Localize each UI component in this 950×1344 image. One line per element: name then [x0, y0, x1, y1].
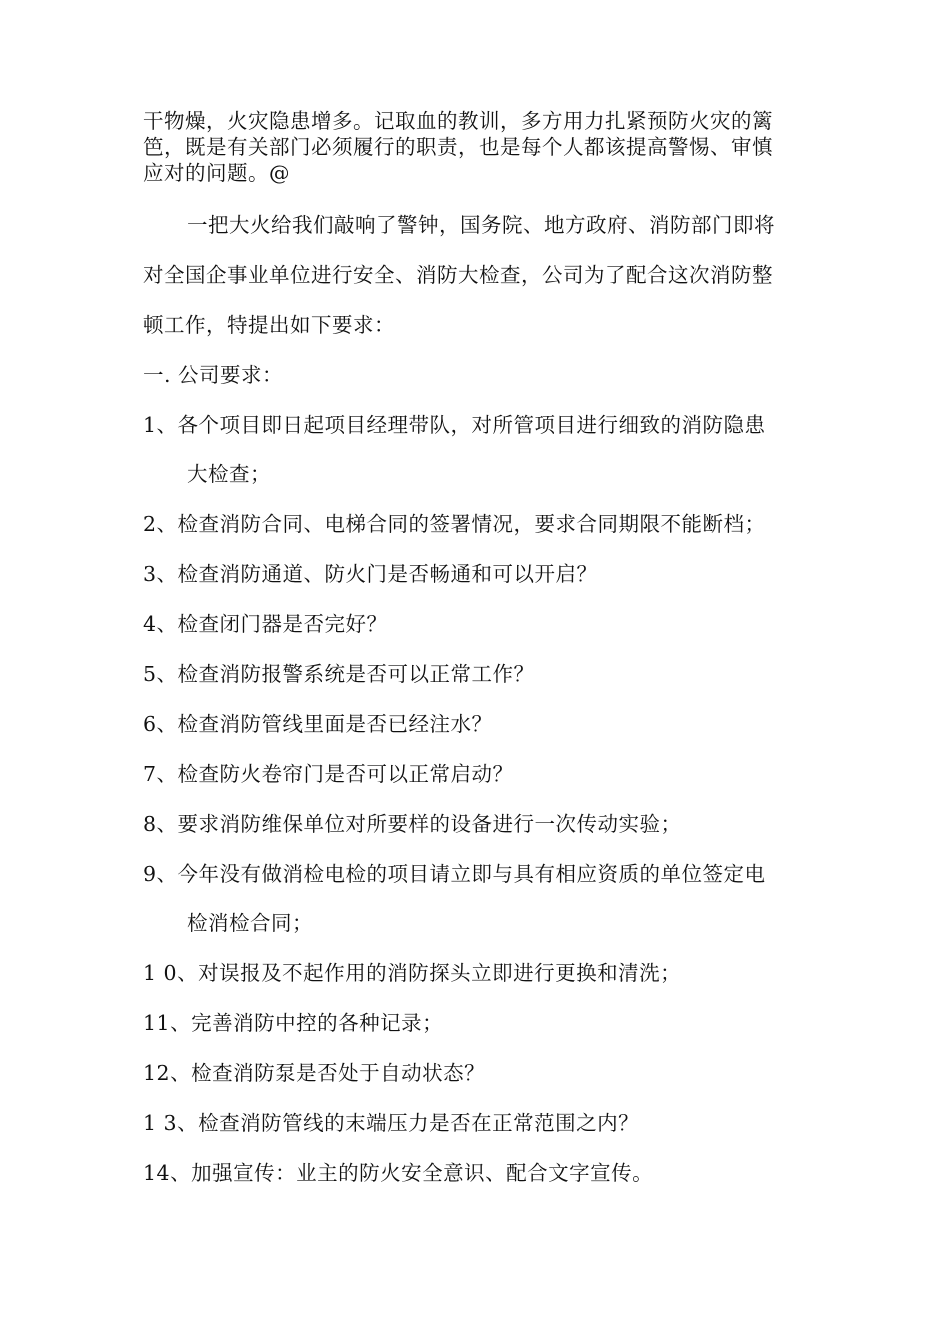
list-item: 11、完善消防中控的各种记录； [143, 1011, 444, 1035]
intro-line: 笆，既是有关部门必须履行的职责，也是每个人都该提高警惕、审慎 [143, 135, 773, 159]
list-item: 1、各个项目即日起项目经理带队，对所管项目进行细致的消防隐患 [143, 413, 766, 437]
paragraph-line: 顿工作，特提出如下要求： [143, 313, 395, 337]
list-item: 14、加强宣传：业主的防火安全意识、配合文字宣传。 [143, 1161, 654, 1185]
list-item: 6、检查消防管线里面是否已经注水？ [143, 712, 493, 736]
paragraph-line: 对全国企事业单位进行安全、消防大检查，公司为了配合这次消防整 [143, 263, 773, 287]
paragraph-line: 一把大火给我们敲响了警钟，国务院、地方政府、消防部门即将 [187, 213, 775, 237]
list-item: 1 3、检查消防管线的末端压力是否在正常范围之内？ [143, 1111, 640, 1135]
list-item: 3、检查消防通道、防火门是否畅通和可以开启？ [143, 562, 598, 586]
list-item: 7、检查防火卷帘门是否可以正常启动？ [143, 762, 514, 786]
section-heading: 一. 公司要求： [143, 363, 284, 387]
list-item: 4、检查闭门器是否完好？ [143, 612, 388, 636]
list-item: 2、检查消防合同、电梯合同的签署情况，要求合同期限不能断档； [143, 512, 766, 536]
list-item: 8、要求消防维保单位对所要样的设备进行一次传动实验； [143, 812, 682, 836]
list-item: 12、检查消防泵是否处于自动状态？ [143, 1061, 486, 1085]
intro-paragraph [143, 108, 833, 186]
list-item-continuation: 检消检合同； [187, 911, 313, 935]
list-item-continuation: 大检查； [187, 462, 271, 486]
list-item: 9、今年没有做消检电检的项目请立即与具有相应资质的单位签定电 [143, 862, 766, 886]
list-item: 5、检查消防报警系统是否可以正常工作？ [143, 662, 535, 686]
intro-line: 干物燥，火灾隐患增多。记取血的教训，多方用力扎紧预防火灾的篱 [143, 109, 773, 133]
list-item: 1 0、对误报及不起作用的消防探头立即进行更换和清洗； [143, 961, 682, 985]
intro-line: 应对的问题。@ [143, 161, 290, 185]
